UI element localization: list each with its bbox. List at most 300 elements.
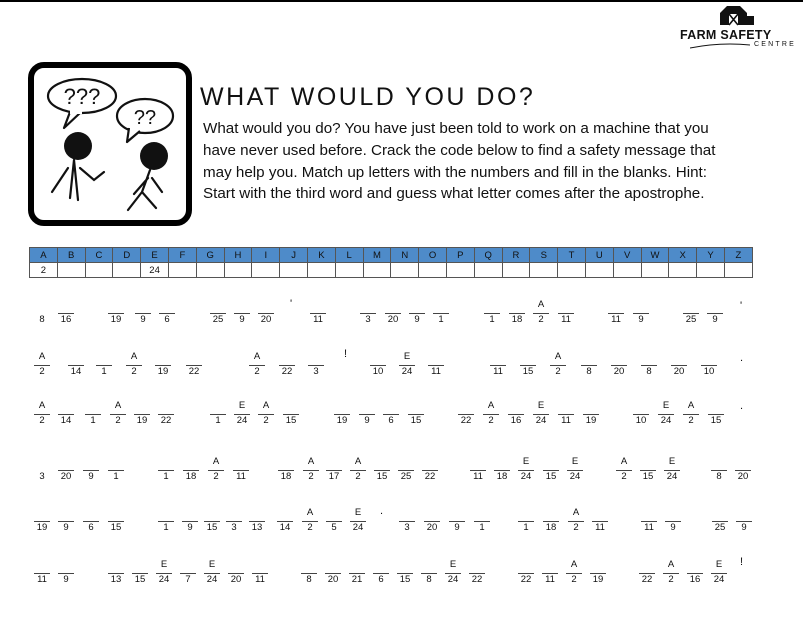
puzzle-blank[interactable] — [32, 507, 52, 547]
puzzle-blank-line — [85, 414, 101, 415]
puzzle-blank[interactable] — [588, 559, 608, 599]
puzzle-code-number: 16 — [60, 314, 72, 325]
puzzle-code-number: 9 — [239, 314, 245, 325]
code-letter-cell: H — [224, 248, 252, 263]
code-number-cell[interactable] — [419, 263, 447, 278]
puzzle-hint-letter — [106, 456, 126, 467]
puzzle-hint-letter — [132, 400, 152, 411]
page-title: WHAT WOULD YOU DO? — [200, 83, 536, 111]
puzzle-blank[interactable] — [488, 351, 508, 391]
puzzle-blank[interactable] — [407, 299, 427, 339]
puzzle-hint-letter — [407, 299, 427, 310]
puzzle-blank[interactable] — [566, 507, 586, 547]
code-number-cell[interactable] — [252, 263, 280, 278]
puzzle-blank[interactable] — [231, 456, 251, 496]
puzzle-blank[interactable] — [467, 559, 487, 599]
puzzle-hint-letter — [156, 507, 176, 518]
puzzle-code-number: 13 — [251, 522, 263, 533]
puzzle-blank[interactable] — [506, 400, 526, 440]
puzzle-blank-line — [422, 470, 438, 471]
puzzle-code-number: 20 — [426, 522, 438, 533]
puzzle-blank[interactable] — [397, 507, 417, 547]
puzzle-blank[interactable] — [606, 299, 626, 339]
puzzle-hint-letter: A — [554, 351, 562, 362]
puzzle-hint-letter — [639, 507, 659, 518]
puzzle-blank[interactable] — [348, 507, 368, 547]
puzzle-hint-letter — [371, 559, 391, 570]
puzzle-blank-line — [34, 365, 50, 366]
puzzle-blank[interactable] — [637, 559, 657, 599]
puzzle-blank[interactable] — [481, 400, 501, 440]
puzzle-code-number: 19 — [136, 415, 148, 426]
puzzle-blank[interactable] — [232, 299, 252, 339]
code-number-cell[interactable] — [168, 263, 196, 278]
puzzle-blank[interactable] — [56, 559, 76, 599]
puzzle-blank-line — [234, 313, 250, 314]
puzzle-code-number: 19 — [592, 574, 604, 585]
puzzle-hint-letter — [631, 400, 651, 411]
code-number-cell[interactable] — [224, 263, 252, 278]
puzzle-blank[interactable] — [132, 400, 152, 440]
bubble-right-text: ?? — [133, 107, 157, 129]
puzzle-blank-line — [592, 521, 608, 522]
puzzle-blank-line — [399, 521, 415, 522]
puzzle-blank-line — [518, 470, 534, 471]
puzzle-blank[interactable] — [541, 507, 561, 547]
puzzle-blank[interactable] — [638, 456, 658, 496]
puzzle-hint-letter — [106, 559, 126, 570]
puzzle-hint-letter — [419, 559, 439, 570]
puzzle-blank[interactable] — [32, 456, 52, 496]
puzzle-blank[interactable] — [482, 299, 502, 339]
puzzle-blank[interactable] — [32, 559, 52, 599]
puzzle-blank[interactable] — [181, 456, 201, 496]
puzzle-blank[interactable] — [456, 400, 476, 440]
puzzle-hint-letter — [426, 351, 446, 362]
puzzle-blank[interactable] — [323, 559, 343, 599]
puzzle-blank-line — [683, 313, 699, 314]
puzzle-code-number: 9 — [88, 471, 94, 482]
code-number-cell[interactable] — [196, 263, 224, 278]
puzzle-blank-line — [494, 470, 510, 471]
puzzle-blank[interactable] — [706, 400, 726, 440]
puzzle-blank[interactable] — [276, 456, 296, 496]
puzzle-hint-letter — [507, 299, 527, 310]
puzzle-blank[interactable] — [224, 507, 244, 547]
puzzle-hint-letter — [467, 559, 487, 570]
puzzle-hint-letter — [368, 351, 388, 362]
puzzle-blank[interactable] — [516, 456, 536, 496]
puzzle-blank-line — [518, 573, 534, 574]
puzzle-code-number: 25 — [212, 314, 224, 325]
puzzle-code-number: 10 — [635, 415, 647, 426]
puzzle-blank[interactable] — [277, 351, 297, 391]
puzzle-blank[interactable] — [358, 299, 378, 339]
puzzle-blank-line — [58, 573, 74, 574]
puzzle-blank[interactable] — [308, 299, 328, 339]
puzzle-blank-line — [687, 573, 703, 574]
puzzle-blank[interactable] — [226, 559, 246, 599]
puzzle-code-number: 17 — [328, 471, 340, 482]
code-number-cell[interactable] — [57, 263, 85, 278]
code-letter-cell: D — [113, 248, 141, 263]
puzzle-blank[interactable] — [420, 456, 440, 496]
puzzle-blank-line — [663, 573, 679, 574]
puzzle-blank[interactable] — [56, 299, 76, 339]
puzzle-blank-line — [210, 414, 226, 415]
puzzle-blank[interactable] — [492, 456, 512, 496]
puzzle-blank[interactable] — [301, 456, 321, 496]
puzzle-blank[interactable] — [699, 351, 719, 391]
puzzle-blank[interactable] — [383, 299, 403, 339]
puzzle-blank[interactable] — [372, 456, 392, 496]
puzzle-blank[interactable] — [180, 507, 200, 547]
code-letter-cell: T — [558, 248, 586, 263]
puzzle-blank[interactable] — [541, 456, 561, 496]
puzzle-blank[interactable] — [685, 559, 705, 599]
puzzle-blank[interactable] — [516, 559, 536, 599]
puzzle-code-number: 1 — [163, 471, 169, 482]
code-number-cell[interactable] — [697, 263, 725, 278]
puzzle-blank[interactable] — [157, 299, 177, 339]
puzzle-blank-line — [58, 414, 74, 415]
puzzle-blank[interactable] — [94, 351, 114, 391]
puzzle-blank-line — [58, 470, 74, 471]
puzzle-blank[interactable] — [581, 400, 601, 440]
code-number-cell[interactable] — [585, 263, 613, 278]
puzzle-hint-letter: A — [307, 456, 315, 467]
puzzle-blank[interactable] — [419, 559, 439, 599]
puzzle-blank[interactable] — [579, 351, 599, 391]
code-number-cell[interactable] — [530, 263, 558, 278]
puzzle-blank[interactable] — [275, 507, 295, 547]
puzzle-blank[interactable] — [202, 559, 222, 599]
puzzle-blank[interactable] — [609, 351, 629, 391]
puzzle-blank[interactable] — [447, 507, 467, 547]
puzzle-blank[interactable] — [531, 299, 551, 339]
puzzle-hint-letter — [306, 351, 326, 362]
puzzle-blank-line — [249, 365, 265, 366]
puzzle-hint-letter — [406, 400, 426, 411]
puzzle-blank[interactable] — [656, 400, 676, 440]
code-letter-cell: P — [446, 248, 474, 263]
puzzle-blank[interactable] — [518, 351, 538, 391]
puzzle-blank[interactable] — [733, 456, 753, 496]
puzzle-blank[interactable] — [178, 559, 198, 599]
puzzle-hint-letter — [383, 299, 403, 310]
code-letter-cell: O — [419, 248, 447, 263]
puzzle-blank[interactable] — [468, 456, 488, 496]
puzzle-blank[interactable] — [631, 400, 651, 440]
puzzle-hint-letter — [231, 456, 251, 467]
puzzle-punctuation: . — [740, 352, 744, 364]
puzzle-blank[interactable] — [208, 299, 228, 339]
puzzle-hint-letter — [637, 559, 657, 570]
logo-name: FARM SAFETY — [680, 28, 772, 42]
code-number-cell[interactable] — [474, 263, 502, 278]
puzzle-blank[interactable] — [281, 400, 301, 440]
puzzle-hint-letter — [332, 400, 352, 411]
puzzle-blank-line — [658, 414, 674, 415]
puzzle-blank[interactable] — [406, 400, 426, 440]
puzzle-blank[interactable] — [709, 456, 729, 496]
puzzle-blank[interactable] — [681, 400, 701, 440]
code-number-cell[interactable] — [641, 263, 669, 278]
farm-safety-centre-logo — [676, 4, 798, 54]
puzzle-blank[interactable] — [250, 559, 270, 599]
puzzle-code-number: 25 — [685, 314, 697, 325]
code-letter-cell: X — [669, 248, 697, 263]
puzzle-blank-line — [483, 414, 499, 415]
puzzle-blank[interactable] — [368, 351, 388, 391]
puzzle-blank-line — [518, 521, 534, 522]
puzzle-blank[interactable] — [256, 299, 276, 339]
puzzle-hint-letter: A — [130, 351, 138, 362]
puzzle-blank[interactable] — [348, 456, 368, 496]
puzzle-blank[interactable] — [247, 507, 267, 547]
code-number-cell[interactable] — [363, 263, 391, 278]
puzzle-blank[interactable] — [705, 299, 725, 339]
puzzle-blank[interactable] — [565, 456, 585, 496]
puzzle-hint-letter — [541, 507, 561, 518]
code-number-cell[interactable] — [391, 263, 419, 278]
code-letter-cell: W — [641, 248, 669, 263]
puzzle-blank[interactable] — [590, 507, 610, 547]
puzzle-blank[interactable] — [156, 400, 176, 440]
puzzle-blank[interactable] — [556, 299, 576, 339]
puzzle-code-number: 2 — [355, 471, 361, 482]
puzzle-hint-letter — [431, 299, 451, 310]
puzzle-blank[interactable] — [324, 507, 344, 547]
puzzle-blank[interactable] — [299, 559, 319, 599]
puzzle-blank[interactable] — [156, 507, 176, 547]
puzzle-code-number: 20 — [327, 574, 339, 585]
puzzle-blank[interactable] — [124, 351, 144, 391]
puzzle-code-number: 15 — [522, 366, 534, 377]
puzzle-blank[interactable] — [531, 400, 551, 440]
puzzle-hint-letter: A — [354, 456, 362, 467]
puzzle-blank-line — [484, 313, 500, 314]
code-number-cell[interactable] — [558, 263, 586, 278]
puzzle-hint-letter: A — [620, 456, 628, 467]
code-number-cell[interactable] — [724, 263, 752, 278]
puzzle-blank-line — [301, 573, 317, 574]
puzzle-blank-line — [664, 470, 680, 471]
puzzle-blank-line — [158, 470, 174, 471]
puzzle-blank[interactable] — [206, 456, 226, 496]
puzzle-code-number: 15 — [410, 415, 422, 426]
puzzle-code-number: 7 — [185, 574, 191, 585]
puzzle-blank-line — [350, 521, 366, 522]
puzzle-code-number: 8 — [39, 314, 45, 325]
puzzle-blank[interactable] — [639, 507, 659, 547]
puzzle-punctuation: ' — [290, 298, 293, 310]
puzzle-blank[interactable] — [66, 351, 86, 391]
puzzle-blank-line — [712, 521, 728, 522]
puzzle-blank[interactable] — [108, 400, 128, 440]
puzzle-blank[interactable] — [106, 559, 126, 599]
puzzle-blank[interactable] — [106, 299, 126, 339]
puzzle-hint-letter — [556, 299, 576, 310]
puzzle-code-number: 2 — [308, 471, 314, 482]
puzzle-hint-letter — [709, 456, 729, 467]
puzzle-blank-line — [383, 414, 399, 415]
puzzle-code-number: 11 — [236, 471, 246, 482]
puzzle-blank[interactable] — [256, 400, 276, 440]
code-number-cell[interactable] — [280, 263, 308, 278]
code-letter-cell: Q — [474, 248, 502, 263]
puzzle-code-number: 9 — [187, 522, 193, 533]
puzzle-blank-line — [325, 573, 341, 574]
puzzle-blank[interactable] — [332, 400, 352, 440]
puzzle-blank[interactable] — [81, 456, 101, 496]
puzzle-hint-letter — [506, 400, 526, 411]
puzzle-blank[interactable] — [106, 456, 126, 496]
puzzle-blank-line — [132, 573, 148, 574]
puzzle-blank[interactable] — [232, 400, 252, 440]
puzzle-hint-letter — [699, 351, 719, 362]
puzzle-code-number: 18 — [185, 471, 197, 482]
puzzle-blank[interactable] — [710, 507, 730, 547]
code-number-cell[interactable]: 2 — [30, 263, 58, 278]
puzzle-blank[interactable] — [381, 400, 401, 440]
puzzle-blank[interactable] — [426, 351, 446, 391]
puzzle-blank[interactable] — [347, 559, 367, 599]
puzzle-blank-line — [226, 521, 242, 522]
puzzle-blank[interactable] — [507, 299, 527, 339]
puzzle-blank[interactable] — [324, 456, 344, 496]
puzzle-hint-letter — [56, 559, 76, 570]
puzzle-blank[interactable] — [662, 456, 682, 496]
code-letter-cell: V — [613, 248, 641, 263]
puzzle-code-number: 20 — [260, 314, 272, 325]
puzzle-blank[interactable] — [81, 507, 101, 547]
puzzle-blank-line — [409, 313, 425, 314]
puzzle-blank[interactable] — [443, 559, 463, 599]
puzzle-code-number: 1 — [163, 522, 169, 533]
puzzle-hint-letter — [372, 456, 392, 467]
puzzle-blank[interactable] — [83, 400, 103, 440]
puzzle-blank[interactable] — [397, 351, 417, 391]
puzzle-blank[interactable] — [639, 351, 659, 391]
puzzle-blank[interactable] — [734, 507, 754, 547]
puzzle-blank-line — [108, 573, 124, 574]
puzzle-blank[interactable] — [32, 351, 52, 391]
puzzle-blank-line — [428, 365, 444, 366]
puzzle-blank[interactable] — [106, 507, 126, 547]
puzzle-blank[interactable] — [431, 299, 451, 339]
puzzle-blank[interactable] — [154, 559, 174, 599]
puzzle-hint-letter — [456, 400, 476, 411]
puzzle-blank[interactable] — [564, 559, 584, 599]
puzzle-blank[interactable] — [371, 559, 391, 599]
puzzle-blank[interactable] — [247, 351, 267, 391]
puzzle-blank[interactable] — [56, 507, 76, 547]
puzzle-blank[interactable] — [56, 400, 76, 440]
code-number-cell[interactable]: 24 — [141, 263, 169, 278]
puzzle-blank[interactable] — [32, 400, 52, 440]
puzzle-blank[interactable] — [202, 507, 222, 547]
puzzle-blank-line — [568, 521, 584, 522]
puzzle-blank-line — [83, 470, 99, 471]
puzzle-blank[interactable] — [614, 456, 634, 496]
puzzle-blank[interactable] — [153, 351, 173, 391]
puzzle-hint-letter: A — [212, 456, 220, 467]
puzzle-hint-letter: A — [667, 559, 675, 570]
puzzle-blank[interactable] — [184, 351, 204, 391]
puzzle-blank-line — [583, 414, 599, 415]
puzzle-blank[interactable] — [540, 559, 560, 599]
puzzle-blank[interactable] — [56, 456, 76, 496]
puzzle-blank[interactable] — [130, 559, 150, 599]
puzzle-code-number: 15 — [710, 415, 722, 426]
puzzle-blank[interactable] — [422, 507, 442, 547]
puzzle-blank[interactable] — [396, 456, 416, 496]
code-number-cell[interactable] — [613, 263, 641, 278]
puzzle-code-number: 1 — [438, 314, 444, 325]
puzzle-blank[interactable] — [357, 400, 377, 440]
puzzle-blank[interactable] — [156, 456, 176, 496]
puzzle-code-number: 13 — [110, 574, 122, 585]
puzzle-code-number: 2 — [213, 471, 219, 482]
puzzle-hint-letter — [83, 400, 103, 411]
code-number-cell[interactable] — [307, 263, 335, 278]
puzzle-blank[interactable] — [133, 299, 153, 339]
puzzle-hint-letter — [181, 456, 201, 467]
code-number-cell[interactable] — [335, 263, 363, 278]
puzzle-blank[interactable] — [306, 351, 326, 391]
puzzle-blank[interactable] — [300, 507, 320, 547]
puzzle-blank[interactable] — [516, 507, 536, 547]
puzzle-blank[interactable] — [631, 299, 651, 339]
puzzle-blank-line — [701, 365, 717, 366]
code-letter-cell: F — [168, 248, 196, 263]
puzzle-hint-letter — [133, 299, 153, 310]
puzzle-blank-line — [159, 313, 175, 314]
code-number-cell[interactable] — [669, 263, 697, 278]
puzzle-blank[interactable] — [681, 299, 701, 339]
puzzle-blank[interactable] — [208, 400, 228, 440]
puzzle-hint-letter — [420, 456, 440, 467]
puzzle-blank[interactable] — [395, 559, 415, 599]
puzzle-code-number: 10 — [372, 366, 384, 377]
code-number-cell[interactable] — [113, 263, 141, 278]
puzzle-blank-line — [310, 313, 326, 314]
puzzle-punctuation: ' — [740, 300, 743, 312]
puzzle-blank[interactable] — [669, 351, 689, 391]
puzzle-blank[interactable] — [548, 351, 568, 391]
puzzle-blank[interactable] — [663, 507, 683, 547]
puzzle-hint-letter — [276, 456, 296, 467]
puzzle-blank-line — [433, 313, 449, 314]
puzzle-hint-letter — [733, 456, 753, 467]
puzzle-hint-letter — [488, 351, 508, 362]
puzzle-blank-line — [683, 414, 699, 415]
puzzle-blank-line — [558, 313, 574, 314]
puzzle-code-number: 20 — [673, 366, 685, 377]
puzzle-blank[interactable] — [709, 559, 729, 599]
puzzle-code-number: 8 — [716, 471, 722, 482]
code-number-cell[interactable] — [502, 263, 530, 278]
puzzle-code-number: 2 — [573, 522, 579, 533]
code-number-cell[interactable] — [446, 263, 474, 278]
puzzle-blank[interactable] — [556, 400, 576, 440]
puzzle-blank[interactable] — [32, 299, 52, 339]
puzzle-blank[interactable] — [661, 559, 681, 599]
puzzle-code-number: 11 — [431, 366, 441, 377]
puzzle-blank[interactable] — [472, 507, 492, 547]
code-number-cell[interactable] — [85, 263, 113, 278]
